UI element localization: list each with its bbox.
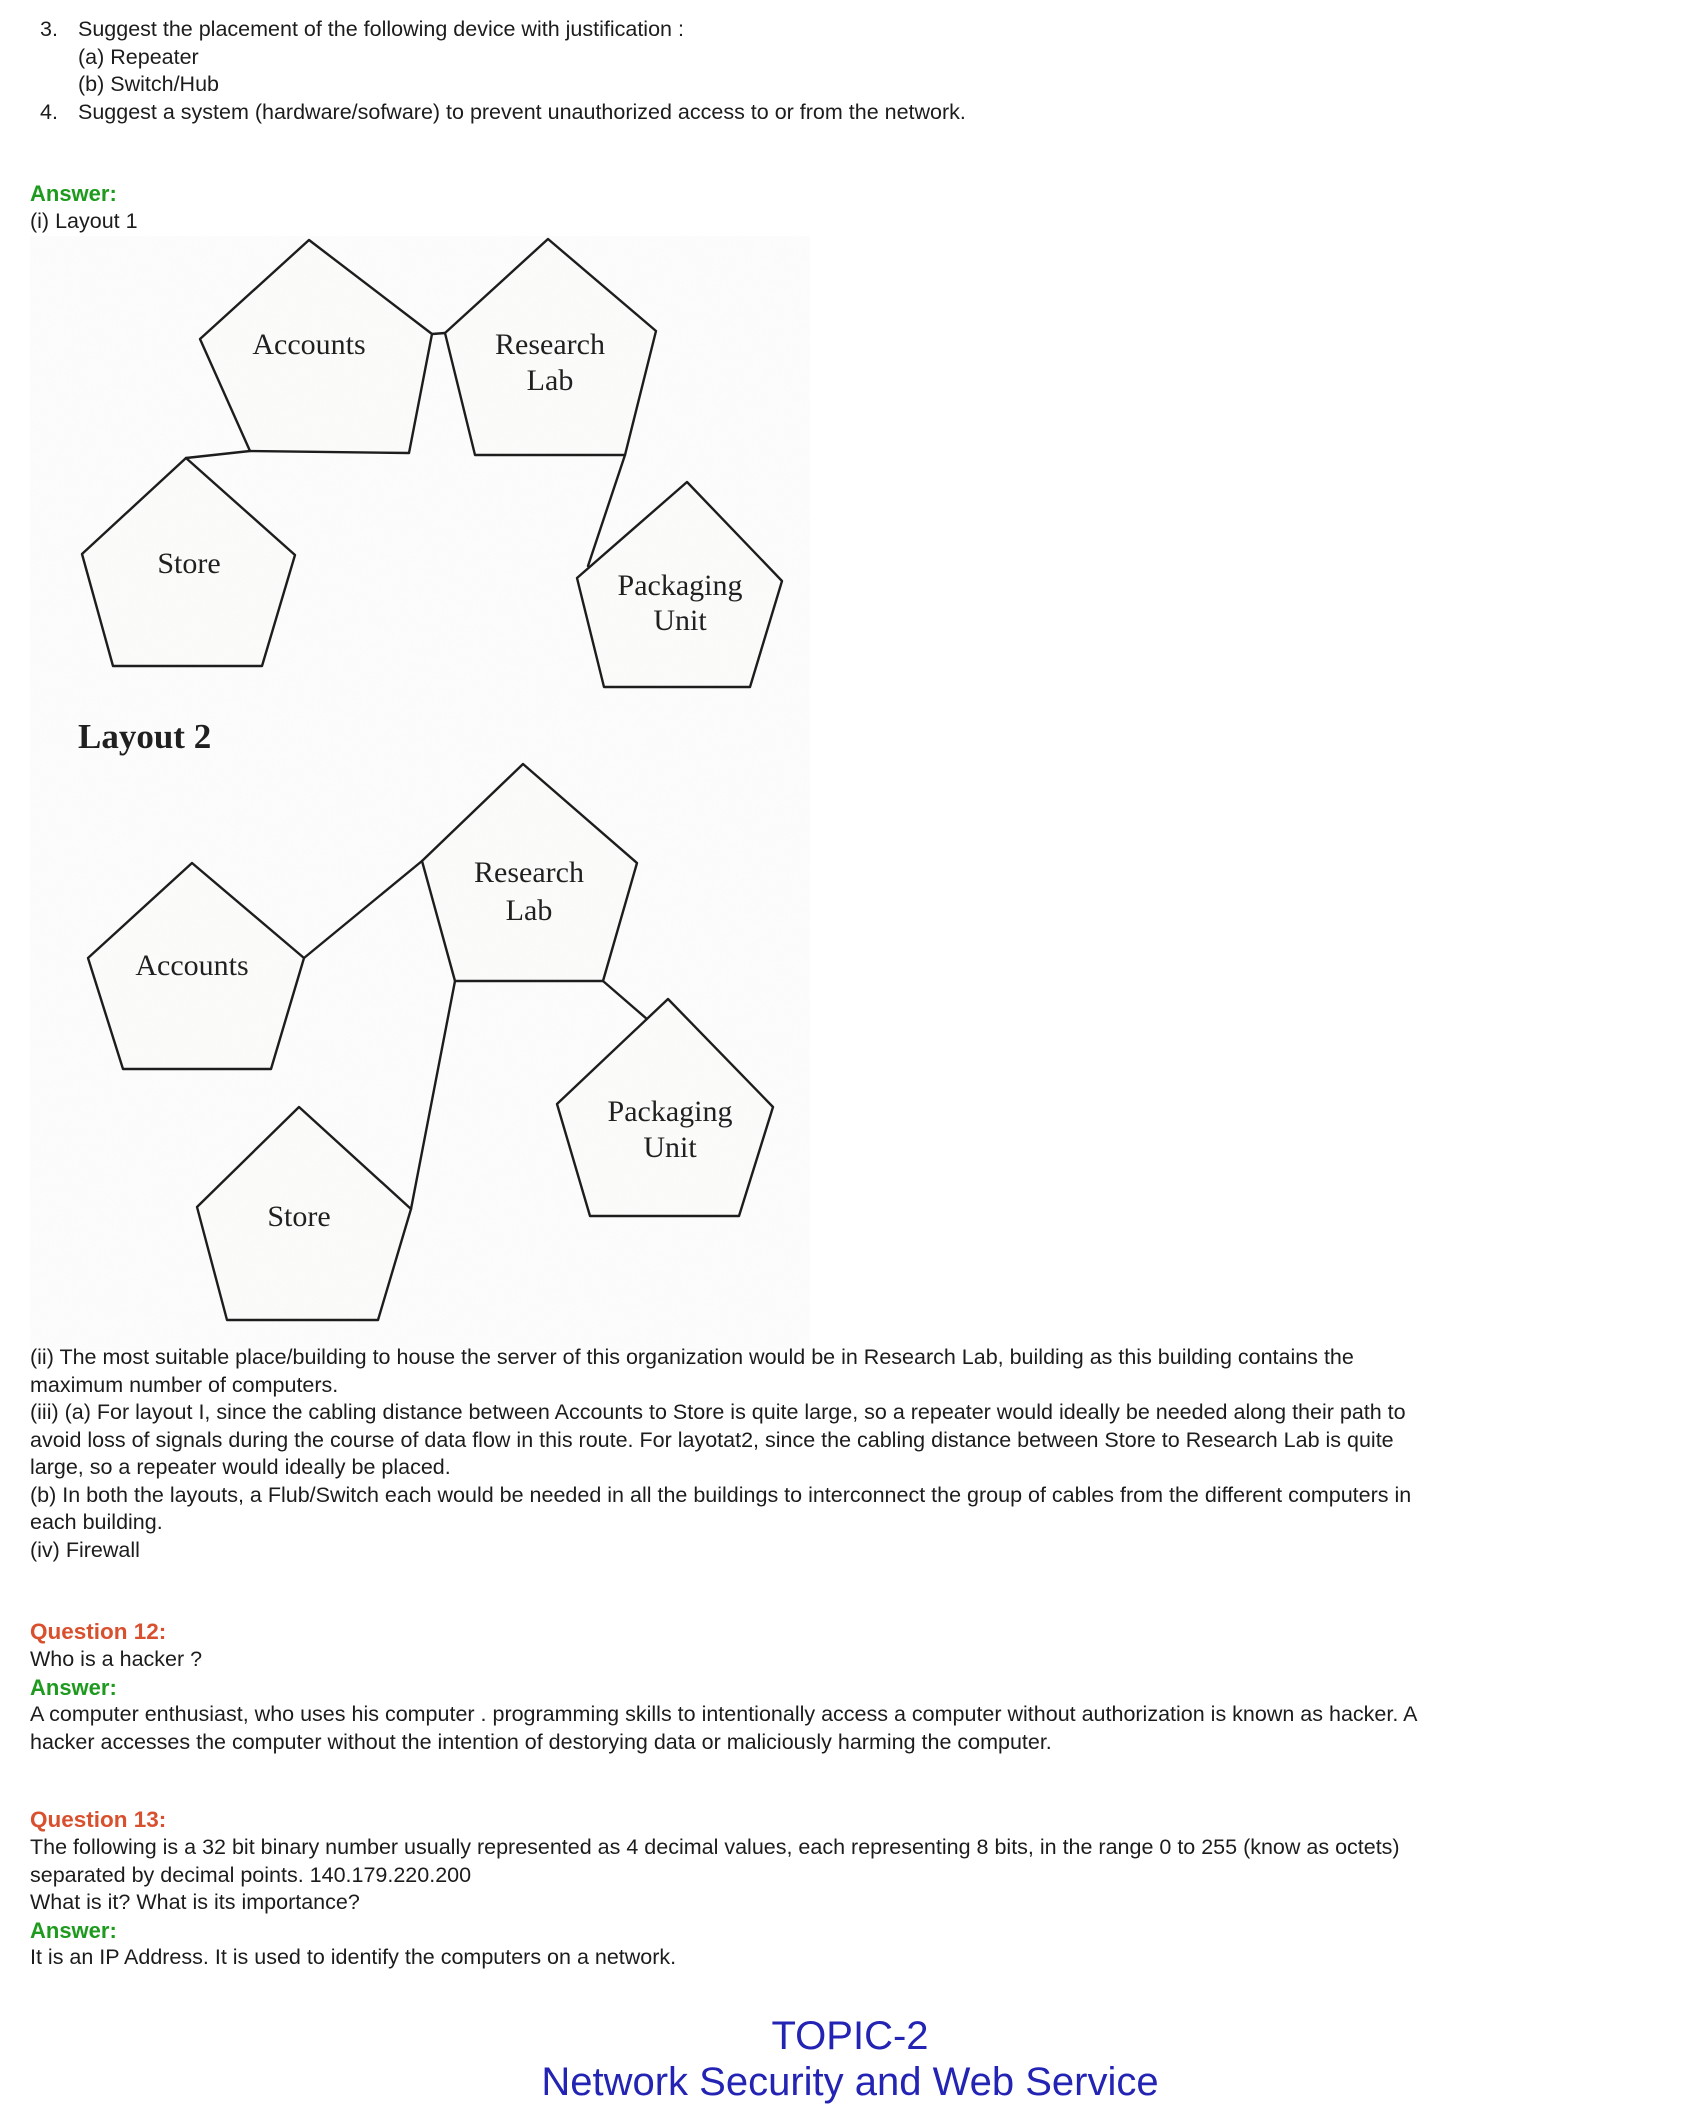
topic-title: TOPIC-2	[771, 2014, 929, 2058]
layout1-caption: (i) Layout 1	[30, 208, 138, 233]
list-subitem-a	[40, 44, 966, 72]
l1-research-lab-label: Research	[495, 328, 605, 361]
text-line: hacker accesses the computer without the intention of destorying data or maliciously harming the computer.	[30, 1729, 1052, 1754]
answer-1-points	[30, 1344, 1411, 1564]
text-line: The following is a 32 bit binary number usually represented as 4 decimal values, each representing 8 bits, in the range 0 to 255 (know as octets)	[30, 1835, 1400, 1859]
topic-subtitle: Network Security and Web Service	[541, 2060, 1159, 2104]
answer-point-b	[30, 1482, 1411, 1537]
question-13-block	[30, 1806, 1400, 1972]
text-line: A computer enthusiast, who uses his computer . programming skills to intentionally access a computer without authorization is known as hacker. A	[30, 1702, 1418, 1726]
text-line: avoid loss of signals during the course of data flow in this route. For layotat2, since the cabling distance between Store to Research Lab is quite	[30, 1427, 1394, 1452]
text-line: (b) In both the layouts, a Flub/Switch each would be needed in all the buildings to interconnect the group of cables from the different computers in	[30, 1482, 1412, 1507]
l1-packaging-unit-label: Unit	[653, 604, 707, 637]
list-number	[40, 71, 78, 99]
l2-accounts-label: Accounts	[135, 949, 249, 982]
l2-packaging-unit-label: Unit	[643, 1131, 697, 1164]
list-text: Suggest a system (hardware/sofware) to prevent unauthorized access to or from the network.	[78, 99, 966, 124]
l2-store-label: Store	[267, 1200, 331, 1233]
answer-point-ii	[30, 1344, 1411, 1399]
scan-noise-texture	[30, 236, 810, 1351]
list-number: 3.	[40, 17, 58, 41]
question-12-heading: Question 12:	[30, 1619, 167, 1644]
l1-accounts-label: Accounts	[252, 328, 366, 361]
layout-diagram-svg	[30, 236, 810, 1351]
answer-label: Answer:	[30, 181, 117, 206]
l1-store-label: Store	[157, 547, 221, 580]
l1-packaging-unit-label: Packaging	[617, 569, 743, 602]
answer-label: Answer:	[30, 1674, 117, 1700]
question-13-text	[30, 1834, 1400, 1917]
list-number: 4.	[40, 99, 58, 124]
list-text: (a) Repeater	[78, 44, 199, 69]
list-item-3	[40, 16, 966, 44]
l2-packaging-unit-label: Packaging	[607, 1095, 733, 1128]
text-line: separated by decimal points. 140.179.220.200	[30, 1862, 472, 1887]
answer-point-iv	[30, 1537, 1411, 1565]
text-line: maximum number of computers.	[30, 1372, 339, 1397]
network-layout-diagram	[30, 236, 810, 1351]
text-line: It is an IP Address. It is used to identify the computers on a network.	[30, 1945, 677, 1969]
list-item-4	[40, 99, 966, 127]
list-subitem-b	[40, 71, 966, 99]
question-12-text: Who is a hacker ?	[30, 1647, 203, 1671]
text-line: (ii) The most suitable place/building to house the server of this organization would be in Research Lab, building as this building contains the	[30, 1345, 1354, 1369]
l2-research-lab-label: Lab	[505, 894, 553, 927]
text-line: What is it? What is its importance?	[30, 1890, 360, 1914]
answer-label: Answer:	[30, 1917, 117, 1943]
answer-1-header	[30, 180, 138, 235]
question-12-block	[30, 1618, 1417, 1756]
list-text: Suggest the placement of the following device with justification :	[78, 17, 684, 41]
l2-research-lab-label: Research	[474, 856, 584, 889]
list-number	[40, 44, 78, 72]
text-line: (iv) Firewall	[30, 1537, 140, 1562]
question-13-heading: Question 13:	[30, 1807, 167, 1832]
l1-research-lab-label: Lab	[526, 364, 574, 397]
question-12-answer	[30, 1701, 1417, 1756]
question-list	[40, 16, 966, 126]
list-text: (b) Switch/Hub	[78, 72, 219, 96]
text-line: (iii) (a) For layout I, since the cabling distance between Accounts to Store is quite large, so a repeater would ideally be needed along their path to	[30, 1400, 1406, 1424]
answer-point-iii	[30, 1399, 1411, 1482]
text-line: large, so a repeater would ideally be placed.	[30, 1455, 451, 1479]
text-line: each building.	[30, 1510, 163, 1534]
question-13-answer	[30, 1944, 1400, 1972]
layout2-caption: Layout 2	[78, 717, 212, 756]
